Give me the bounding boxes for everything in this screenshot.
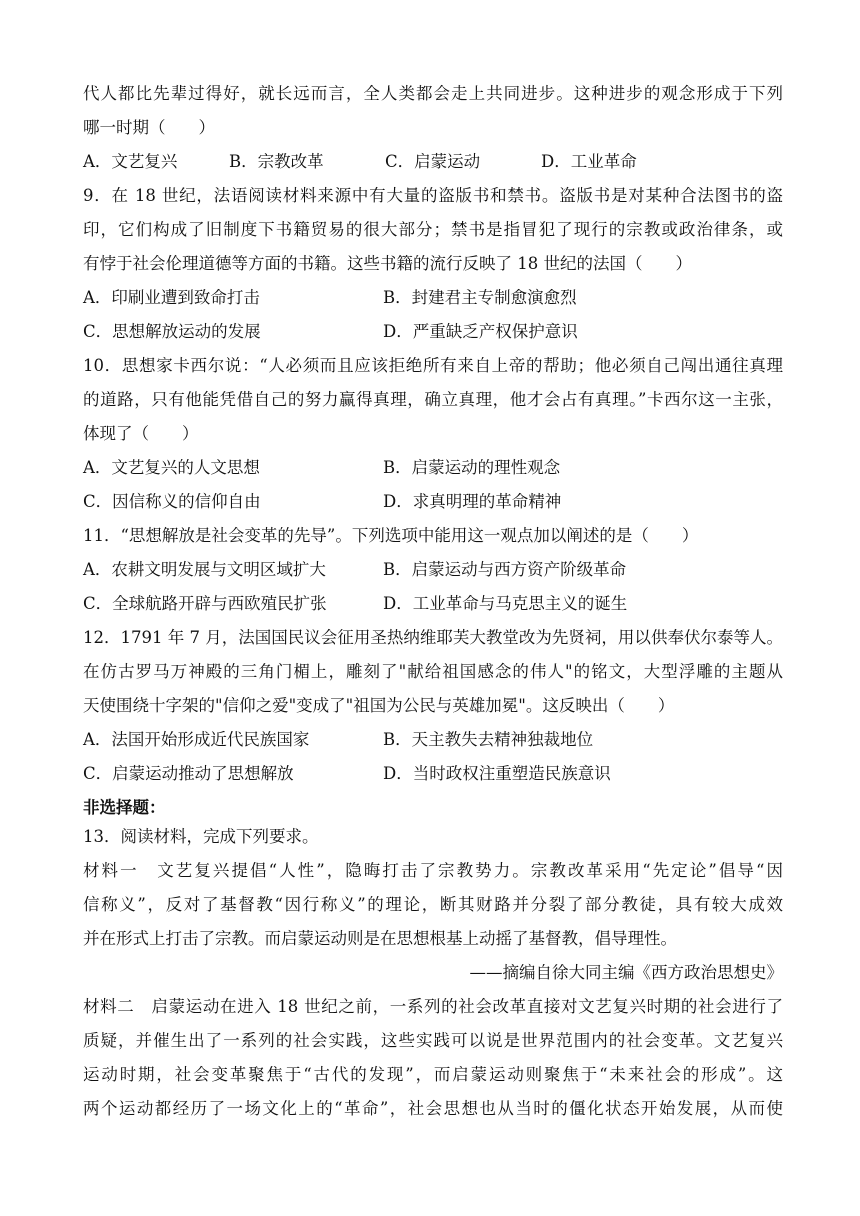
option-c: C．启蒙运动推动了思想解放 — [83, 764, 294, 783]
option-c: C．启蒙运动 — [385, 152, 481, 171]
text-line: 天使围绕十字架的"信仰之爱"变成了"祖国为公民与英雄加冕"。这反映出（ ） — [83, 696, 675, 715]
question-10: 10．思想家卡西尔说：“人必须而且应该拒绝所有来自上帝的帮助；他必须自己闯出通往真理 — [83, 356, 783, 375]
option-d: D．严重缺乏产权保护意识 — [383, 322, 578, 341]
text-line: 代人都比先辈过得好，就长远而言，全人类都会走上共同进步。这种进步的观念形成于下列 — [83, 84, 783, 103]
option-d: D．求真明理的革命精神 — [383, 492, 562, 511]
text-line: 两个运动都经历了一场文化上的“革命”，社会思想也从当时的僵化状态开始发展，从而使 — [83, 1099, 783, 1118]
text-line: 哪一时期（ ） — [83, 118, 215, 137]
option-c: C．思想解放运动的发展 — [83, 322, 261, 341]
text-line: 运动时期，社会变革聚焦于“古代的发现”，而启蒙运动则聚焦于“未来社会的形成”。这 — [83, 1065, 783, 1084]
text-line: 的道路，只有他能凭借自己的努力赢得真理，确立真理，他才会占有真理。”卡西尔这一主张， — [83, 390, 783, 409]
option-d: D．工业革命 — [541, 152, 637, 171]
section-heading: 非选择题： — [83, 798, 166, 817]
option-b: B．宗教改革 — [229, 152, 324, 171]
option-d: D．当时政权注重塑造民族意识 — [383, 764, 611, 783]
text-line: 并在形式上打击了宗教。而启蒙运动则是在思想根基上动摇了基督教，倡导理性。 — [83, 929, 677, 948]
text-line: 在仿古罗马万神殿的三角门楣上，雕刻了"献给祖国感念的伟人"的铭文，大型浮雕的主题从 — [83, 662, 783, 681]
option-b: B．启蒙运动的理性观念 — [383, 458, 561, 477]
material-1: 材料一 文艺复兴提倡“人性”，隐晦打击了宗教势力。宗教改革采用“先定论”倡导“因 — [83, 861, 783, 880]
question-13: 13．阅读材料，完成下列要求。 — [83, 827, 319, 846]
option-a: A．农耕文明发展与文明区域扩大 — [83, 560, 326, 579]
option-a: A．法国开始形成近代民族国家 — [83, 730, 310, 749]
material-2: 材料二 启蒙运动在进入 18 世纪之前，一系列的社会改革直接对文艺复兴时期的社会进行了 — [83, 997, 783, 1016]
option-a: A．印刷业遭到致命打击 — [83, 288, 260, 307]
text-line: 体现了（ ） — [83, 424, 199, 443]
text-line: 质疑，并催生出了一系列的社会实践，这些实践可以说是世界范围内的社会变革。文艺复兴 — [83, 1031, 783, 1050]
option-b: B．天主教失去精神独裁地位 — [383, 730, 594, 749]
option-a: A．文艺复兴的人文思想 — [83, 458, 260, 477]
option-c: C．全球航路开辟与西欧殖民扩张 — [83, 594, 327, 613]
question-12: 12．1791 年 7 月，法国国民议会征用圣热纳维耶芙大教堂改为先贤祠，用以供奉伏尔泰等人。 — [83, 628, 783, 647]
text-line: 信称义”，反对了基督教“因行称义”的理论，断其财路并分裂了部分教徒，具有较大成效 — [83, 895, 783, 914]
option-a: A．文艺复兴 — [83, 152, 178, 171]
text-line: 印，它们构成了旧制度下书籍贸易的很大部分；禁书是指冒犯了现行的宗教或政治律条，或 — [83, 220, 783, 239]
option-c: C．因信称义的信仰自由 — [83, 492, 261, 511]
question-11: 11．“思想解放是社会变革的先导”。下列选项中能用这一观点加以阐述的是（ ） — [83, 526, 699, 545]
option-b: B．启蒙运动与西方资产阶级革命 — [383, 560, 627, 579]
question-9: 9．在 18 世纪，法语阅读材料来源中有大量的盗版书和禁书。盗版书是对某种合法图书的盗 — [83, 186, 783, 205]
text-line: 有悖于社会伦理道德等方面的书籍。这些书籍的流行反映了 18 世纪的法国（ ） — [83, 254, 692, 273]
option-d: D．工业革命与马克思主义的诞生 — [383, 594, 628, 613]
source-citation: ——摘编自徐大同主编《西方政治思想史》 — [469, 963, 783, 982]
option-b: B．封建君主专制愈演愈烈 — [383, 288, 577, 307]
